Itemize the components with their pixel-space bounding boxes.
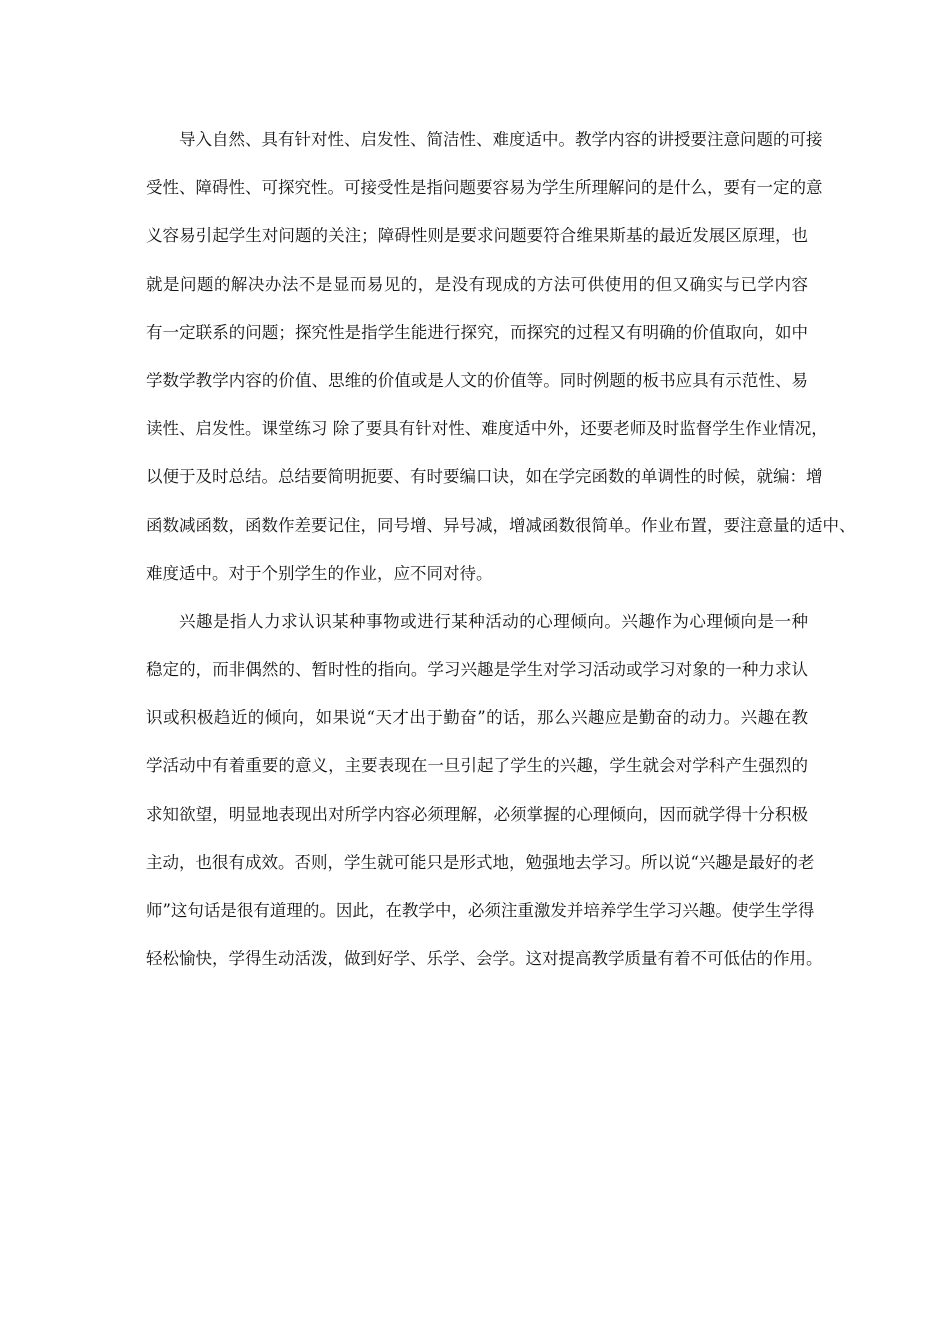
text-line: 学数学教学内容的价值、思维的价值或是人文的价值等。同时例题的板书应具有示范性、易 — [146, 370, 808, 390]
text-line: 受性、障碍性、可探究性。可接受性是指问题要容易为学生所理解问的是什么，要有一定的意 — [146, 178, 823, 198]
text-line: 就是问题的解决办法不是显而易见的，是没有现成的方法可供使用的但又确实与已学内容 — [146, 274, 808, 294]
text-line: 主动，也很有成效。否则，学生就可能只是形式地，勉强地去学习。所以说“兴趣是最好的老 — [146, 852, 815, 872]
paragraph-learning-interest — [146, 598, 823, 984]
text-line: 识或积极趋近的倾向，如果说“天才出于勤奋”的话，那么兴趣应是勤奋的动力。兴趣在教 — [146, 708, 808, 728]
text-line: 以便于及时总结。总结要简明扼要、有时要编口诀，如在学完函数的单调性的时候，就编：增 — [146, 467, 823, 487]
text-line: 导入自然、具有针对性、启发性、简洁性、难度适中。教学内容的讲授要注意问题的可接 — [179, 130, 823, 149]
text-line: 师”这句话是很有道理的。因此，在教学中，必须注重激发并培养学生学习兴趣。使学生学得 — [146, 901, 815, 920]
text-line: 兴趣是指人力求认识某种事物或进行某种活动的心理倾向。兴趣作为心理倾向是一种 — [179, 611, 808, 631]
text-line: 轻松愉快，学得生动活泼，做到好学、乐学、会学。这对提高教学质量有着不可低估的作用。 — [146, 949, 823, 969]
text-line: 函数减函数，函数作差要记住，同号增、异号减，增减函数很简单。作业布置，要注意量的适中、 — [146, 515, 856, 535]
text-line: 义容易引起学生对问题的关注；障碍性则是要求问题要符合维果斯基的最近发展区原理，也 — [146, 226, 808, 246]
text-line: 读性、启发性。课堂练习 除了要具有针对性、难度适中外，还要老师及时监督学生作业情况， — [146, 419, 828, 439]
paragraph-teaching-content — [146, 116, 856, 598]
text-line: 学活动中有着重要的意义，主要表现在一旦引起了学生的兴趣，学生就会对学科产生强烈的 — [146, 756, 808, 776]
text-line: 求知欲望，明显地表现出对所学内容必须理解，必须掌握的心理倾向，因而就学得十分积极 — [146, 804, 808, 824]
text-line: 难度适中。对于个别学生的作业，应不同对待。 — [146, 563, 493, 583]
text-line: 稳定的，而非偶然的、暂时性的指向。学习兴趣是学生对学习活动或学习对象的一种力求认 — [146, 660, 808, 680]
document-page — [146, 116, 856, 983]
text-line: 有一定联系的问题；探究性是指学生能进行探究，而探究的过程又有明确的价值取向，如中 — [146, 322, 808, 342]
